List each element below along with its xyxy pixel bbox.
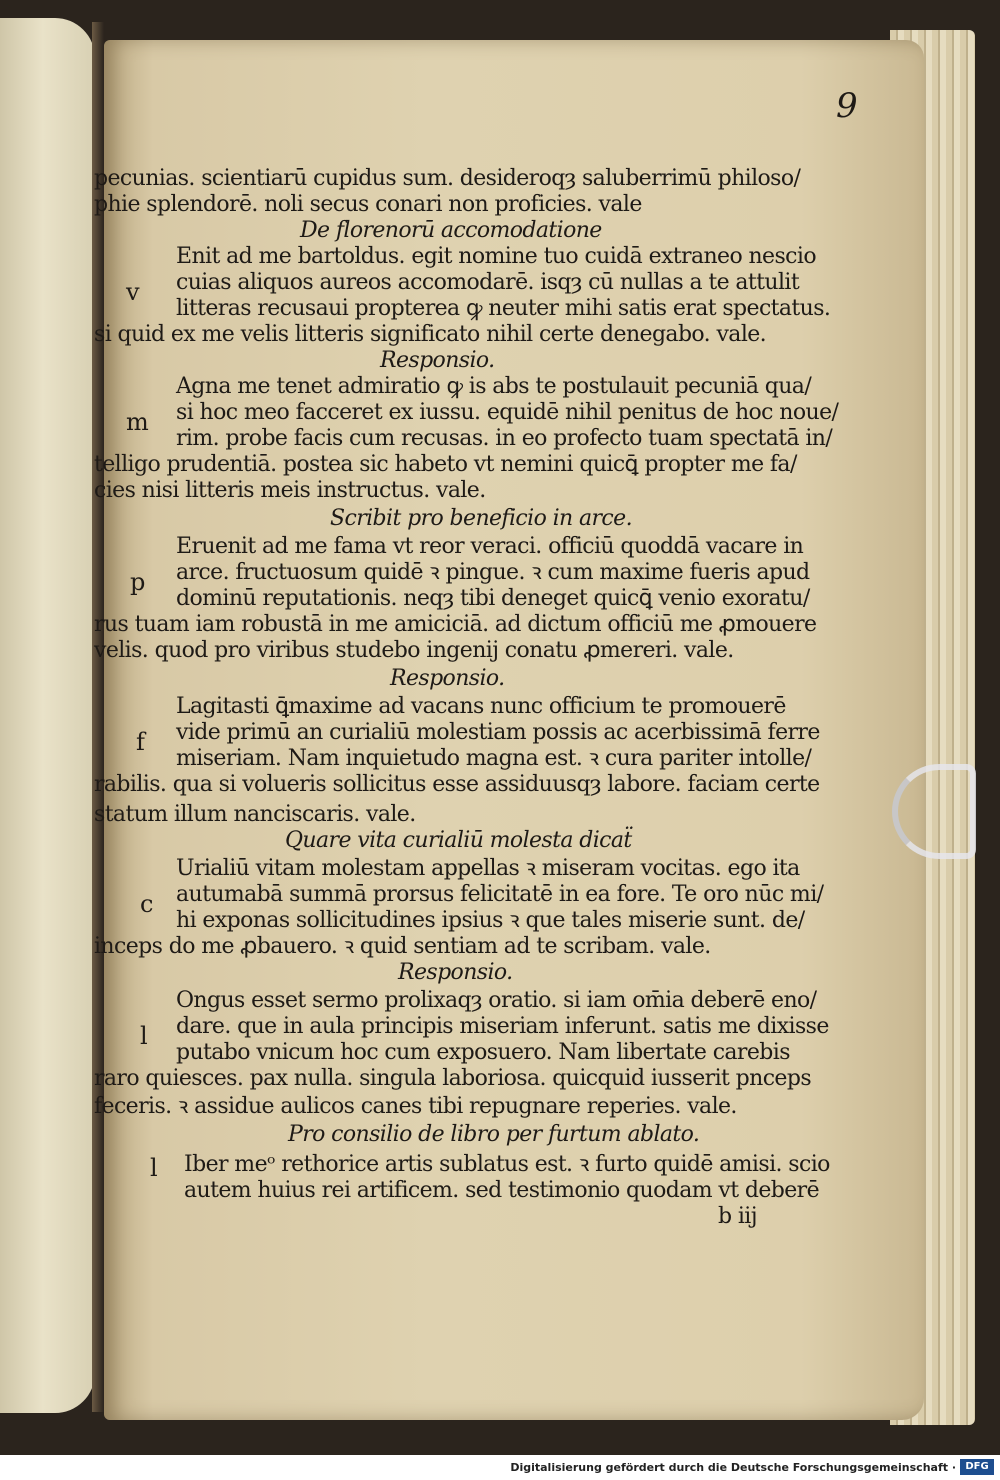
text-line: si quid ex me velis litteris significato nihil certe denegabo. vale. [94,322,767,347]
text-line: Iber meᵒ rethorice artis sublatus est. ꝛ furto quidē amisi. scio [184,1152,830,1177]
guide-letter: c [140,890,154,918]
text-line: cies nisi litteris meis instructus. vale. [94,478,486,503]
section-heading: Responsio. [380,348,495,373]
footer-credit: Digitalisierung gefördert durch die Deutsche Forschungsgemeinschaft · [510,1461,956,1474]
text-line: Lagitasti ꝗ̄maxime ad vacans nunc officium te promouerē [176,694,786,719]
section-heading: Responsio. [398,960,513,985]
text-line: putabo vnicum hoc cum exposuero. Nam libertate carebis [176,1040,790,1065]
text-line: autumabā summā prorsus felicitatē in ea fore. Te oro nūc mi/ [176,882,824,907]
text-line: rabilis. qua si volueris sollicitus esse assiduusqȝ labore. faciam certe [94,772,820,797]
text-line: Eruenit ad me fama vt reor veraci. officiū quoddā vacare in [176,534,804,559]
guide-letter: f [136,728,145,756]
section-heading: Quare vita curialiū molesta dicaẗ [285,828,632,853]
text-line: rim. probe facis cum recusas. in eo profecto tuam spectatā in/ [176,426,833,451]
text-line: Agna me tenet admiratio ꝙ is abs te postulauit pecuniā qua/ [176,374,812,399]
section-heading: De florenorū accomodatione [300,218,602,243]
footer-bar [0,1455,1000,1480]
text-line: vide primū an curialiū molestiam possis ac acerbissimā ferre [176,720,820,745]
guide-letter: p [130,568,146,596]
dfg-logo: DFG [960,1459,994,1475]
text-line: velis. quod pro viribus studebo ingenij conatu ꝓmereri. vale. [94,638,734,663]
text-line: Urialiū vitam molestam appellas ꝛ miseram vocitas. ego ita [176,856,800,881]
section-heading: Scribit pro beneficio in arce. [330,506,632,531]
text-line: autem huius rei artificem. sed testimonio quodam vt deberē [184,1178,819,1203]
folio-number: 9 [836,86,858,126]
left-facing-page [0,18,95,1413]
text-line: arce. fructuosum quidē ꝛ pingue. ꝛ cum maxime fueris apud [176,560,810,585]
guide-letter: v [126,278,140,306]
text-line: rus tuam iam robustā in me amiciciā. ad dictum officiū me ꝓmouere [94,612,817,637]
section-heading: Responsio. [390,666,505,691]
guide-letter: m [126,408,149,436]
text-line: dominū reputationis. neqȝ tibi deneget quicꝗ̄ venio exoratu/ [176,586,810,611]
section-heading: Pro consilio de libro per furtum ablato. [288,1122,700,1147]
text-line: Enit ad me bartoldus. egit nomine tuo cuidā extraneo nescio [176,244,816,269]
text-line: pecunias. scientiarū cupidus sum. desideroqȝ saluberrimū philoso/ [94,166,801,191]
guide-letter: l [140,1022,148,1050]
guide-letter: l [150,1154,158,1182]
text-line: statum illum nanciscaris. vale. [94,802,416,827]
text-line: telligo prudentiā. postea sic habeto vt nemini quicꝗ̄ propter me fa/ [94,452,797,477]
text-line: litteras recusaui propterea ꝙ neuter mihi satis erat spectatus. [176,296,831,321]
text-line: dare. que in aula principis miseriam inferunt. satis me dixisse [176,1014,829,1039]
text-line: si hoc meo facceret ex iussu. equidē nihil penitus de hoc noue/ [176,400,839,425]
text-line: miseriam. Nam inquietudo magna est. ꝛ cura pariter intolle/ [176,746,812,771]
text-line: raro quiesces. pax nulla. singula laboriosa. quicquid iusserit pnceps [94,1066,812,1091]
paper-clip [892,764,976,859]
signature-mark: b iij [718,1204,757,1229]
text-line: phie splendorē. noli secus conari non proficies. vale [94,192,642,217]
text-line: feceris. ꝛ assidue aulicos canes tibi repugnare reperies. vale. [94,1094,737,1119]
binding-gutter [92,22,104,1412]
text-line: cuias aliquos aureos accomodarē. isqȝ cū nullas a te attulit [176,270,800,295]
text-line: Ongus esset sermo prolixaqȝ oratio. si iam om̄ia deberē eno/ [176,988,817,1013]
text-line: hi exponas sollicitudines ipsius ꝛ que tales miserie sunt. de/ [176,908,805,933]
text-line: inceps do me ꝓbauero. ꝛ quid sentiam ad te scribam. vale. [94,934,711,959]
